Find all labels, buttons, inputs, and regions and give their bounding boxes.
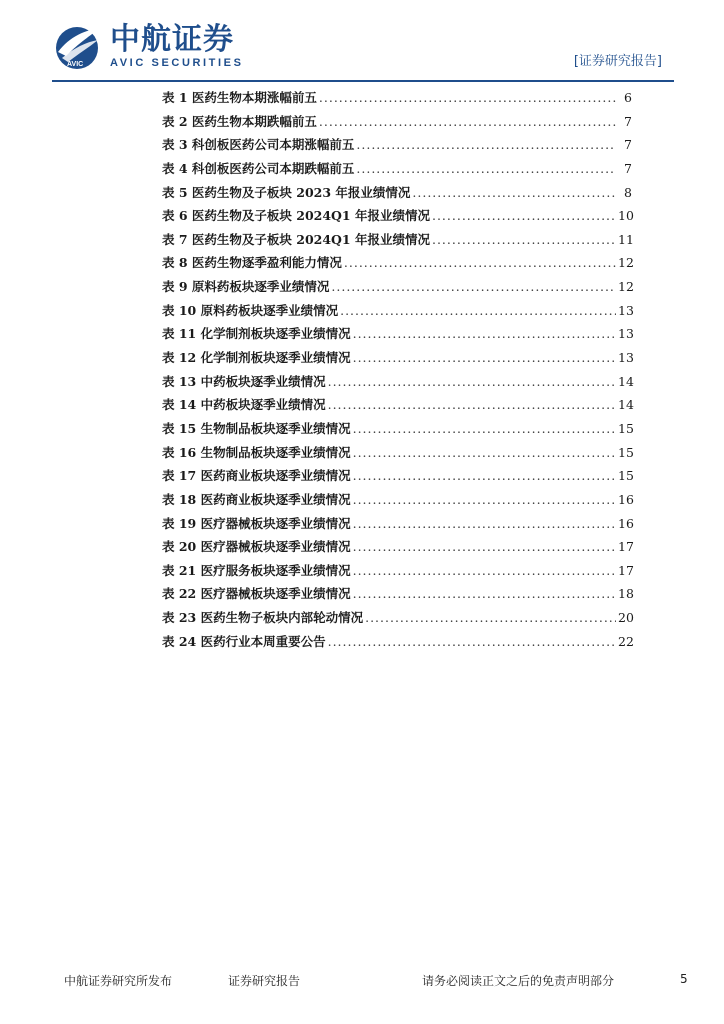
toc-entry-page: 10 <box>618 208 634 224</box>
toc-entry-page: 22 <box>618 633 634 649</box>
toc-entry-label: 表 2 医药生物本期跌幅前五 <box>162 113 317 129</box>
toc-leader-dots <box>328 393 616 417</box>
toc-leader-dots <box>365 606 616 630</box>
toc-entry[interactable] <box>162 630 632 654</box>
toc-leader-dots <box>319 86 616 110</box>
toc-leader-dots <box>353 512 616 536</box>
logo-badge-text: AVIC <box>67 61 84 68</box>
toc-entry[interactable] <box>162 441 632 465</box>
toc-entry-label: 表 17 医药商业板块逐季业绩情况 <box>162 468 351 484</box>
toc-entry-page: 14 <box>618 373 634 389</box>
toc-entry-page: 16 <box>618 515 634 531</box>
toc-entry-label: 表 7 医药生物及子板块 2024Q1 年报业绩情况 <box>162 231 430 247</box>
toc-entry[interactable] <box>162 464 632 488</box>
brand-logo <box>52 22 244 72</box>
toc-entry-label: 表 15 生物制品板块逐季业绩情况 <box>162 420 351 436</box>
toc-entry-page: 13 <box>618 326 634 342</box>
brand-name-cn: 中航证券 <box>110 22 234 57</box>
footer-disclaimer: 请务必阅读正文之后的免责声明部分 <box>422 974 615 988</box>
toc-leader-dots <box>331 275 616 299</box>
toc-entry-page: 7 <box>624 137 632 153</box>
toc-entry-page: 18 <box>618 586 634 602</box>
toc-leader-dots <box>432 204 616 228</box>
toc-entry[interactable] <box>162 181 632 205</box>
toc-entry-label: 表 16 生物制品板块逐季业绩情况 <box>162 444 351 460</box>
toc-leader-dots <box>412 181 616 205</box>
toc-entry[interactable] <box>162 488 632 512</box>
footer-publisher: 中航证券研究所发布 <box>64 974 173 988</box>
toc-entry[interactable] <box>162 204 632 228</box>
toc-entry[interactable] <box>162 228 632 252</box>
page-number: 5 <box>680 972 688 986</box>
toc-entry[interactable] <box>162 299 632 323</box>
toc-entry-page: 15 <box>618 444 634 460</box>
toc-entry-label: 表 1 医药生物本期涨幅前五 <box>162 90 317 105</box>
toc-leader-dots <box>353 464 616 488</box>
toc-entry[interactable] <box>162 322 632 346</box>
toc-leader-dots <box>356 157 616 181</box>
toc-entry-page: 17 <box>618 539 634 555</box>
toc-leader-dots <box>353 535 616 559</box>
toc-entry[interactable] <box>162 535 632 559</box>
toc-entry-label: 表 21 医疗服务板块逐季业绩情况 <box>162 562 351 578</box>
toc-entry-page: 12 <box>618 279 634 295</box>
toc-leader-dots <box>432 228 616 252</box>
toc-leader-dots <box>353 417 616 441</box>
avic-logo-icon <box>52 22 102 72</box>
toc-entry-label: 表 13 中药板块逐季业绩情况 <box>162 373 326 389</box>
toc-leader-dots <box>353 346 616 370</box>
toc-entry[interactable] <box>162 417 632 441</box>
toc-entry[interactable] <box>162 393 632 417</box>
toc-leader-dots <box>344 251 616 275</box>
toc-entry[interactable] <box>162 370 632 394</box>
toc-entry-page: 15 <box>618 468 634 484</box>
toc-entry-label: 表 4 科创板医药公司本期跌幅前五 <box>162 160 355 176</box>
toc-entry-label: 表 9 原料药板块逐季业绩情况 <box>162 279 330 295</box>
toc-entry[interactable] <box>162 559 632 583</box>
toc-leader-dots <box>356 133 616 157</box>
toc-leader-dots <box>319 110 616 134</box>
toc-leader-dots <box>353 559 616 583</box>
table-of-contents <box>162 86 632 653</box>
toc-entry-page: 6 <box>624 90 632 105</box>
header-divider <box>52 80 674 82</box>
toc-entry[interactable] <box>162 512 632 536</box>
toc-entry-page: 15 <box>618 420 634 436</box>
toc-entry-label: 表 6 医药生物及子板块 2024Q1 年报业绩情况 <box>162 208 430 224</box>
toc-entry-label: 表 22 医疗器械板块逐季业绩情况 <box>162 586 351 602</box>
toc-entry[interactable] <box>162 606 632 630</box>
toc-entry-label: 表 11 化学制剂板块逐季业绩情况 <box>162 326 351 342</box>
toc-entry[interactable] <box>162 275 632 299</box>
toc-entry-page: 13 <box>618 302 634 318</box>
toc-entry-label: 表 3 科创板医药公司本期涨幅前五 <box>162 137 355 153</box>
toc-entry-label: 表 20 医疗器械板块逐季业绩情况 <box>162 539 351 555</box>
toc-leader-dots <box>353 441 616 465</box>
toc-entry[interactable] <box>162 346 632 370</box>
toc-entry[interactable] <box>162 157 632 181</box>
toc-entry-label: 表 24 医药行业本周重要公告 <box>162 633 326 649</box>
toc-leader-dots <box>353 582 616 606</box>
toc-entry-label: 表 5 医药生物及子板块 2023 年报业绩情况 <box>162 184 411 200</box>
toc-entry-label: 表 19 医疗器械板块逐季业绩情况 <box>162 515 351 531</box>
toc-entry-page: 14 <box>618 397 634 413</box>
toc-leader-dots <box>353 322 616 346</box>
toc-entry-page: 13 <box>618 350 634 366</box>
toc-entry-label: 表 18 医药商业板块逐季业绩情况 <box>162 491 351 507</box>
toc-entry[interactable] <box>162 251 632 275</box>
report-type-tag: [证券研究报告] <box>573 54 662 69</box>
toc-entry-label: 表 8 医药生物逐季盈利能力情况 <box>162 255 342 271</box>
toc-entry-label: 表 14 中药板块逐季业绩情况 <box>162 397 326 413</box>
toc-leader-dots <box>353 488 616 512</box>
toc-entry-page: 12 <box>618 255 634 271</box>
footer-report-type: 证券研究报告 <box>228 974 301 988</box>
toc-leader-dots <box>328 370 616 394</box>
toc-entry-page: 7 <box>624 113 632 129</box>
toc-entry-page: 17 <box>618 562 634 578</box>
page-header <box>0 0 724 84</box>
toc-entry-page: 11 <box>618 231 634 247</box>
toc-entry[interactable] <box>162 86 632 110</box>
toc-entry-label: 表 10 原料药板块逐季业绩情况 <box>162 302 339 318</box>
toc-entry-label: 表 23 医药生物子板块内部轮动情况 <box>162 610 364 626</box>
toc-entry[interactable] <box>162 110 632 134</box>
toc-leader-dots <box>340 299 616 323</box>
toc-entry-page: 8 <box>624 184 632 200</box>
toc-entry-page: 20 <box>618 610 634 626</box>
toc-entry-page: 16 <box>618 491 634 507</box>
toc-entry-label: 表 12 化学制剂板块逐季业绩情况 <box>162 350 351 366</box>
toc-entry[interactable] <box>162 133 632 157</box>
brand-name-en: AVIC SECURITIES <box>110 57 244 69</box>
toc-entry-page: 7 <box>624 160 632 176</box>
toc-entry[interactable] <box>162 582 632 606</box>
toc-leader-dots <box>328 630 616 654</box>
